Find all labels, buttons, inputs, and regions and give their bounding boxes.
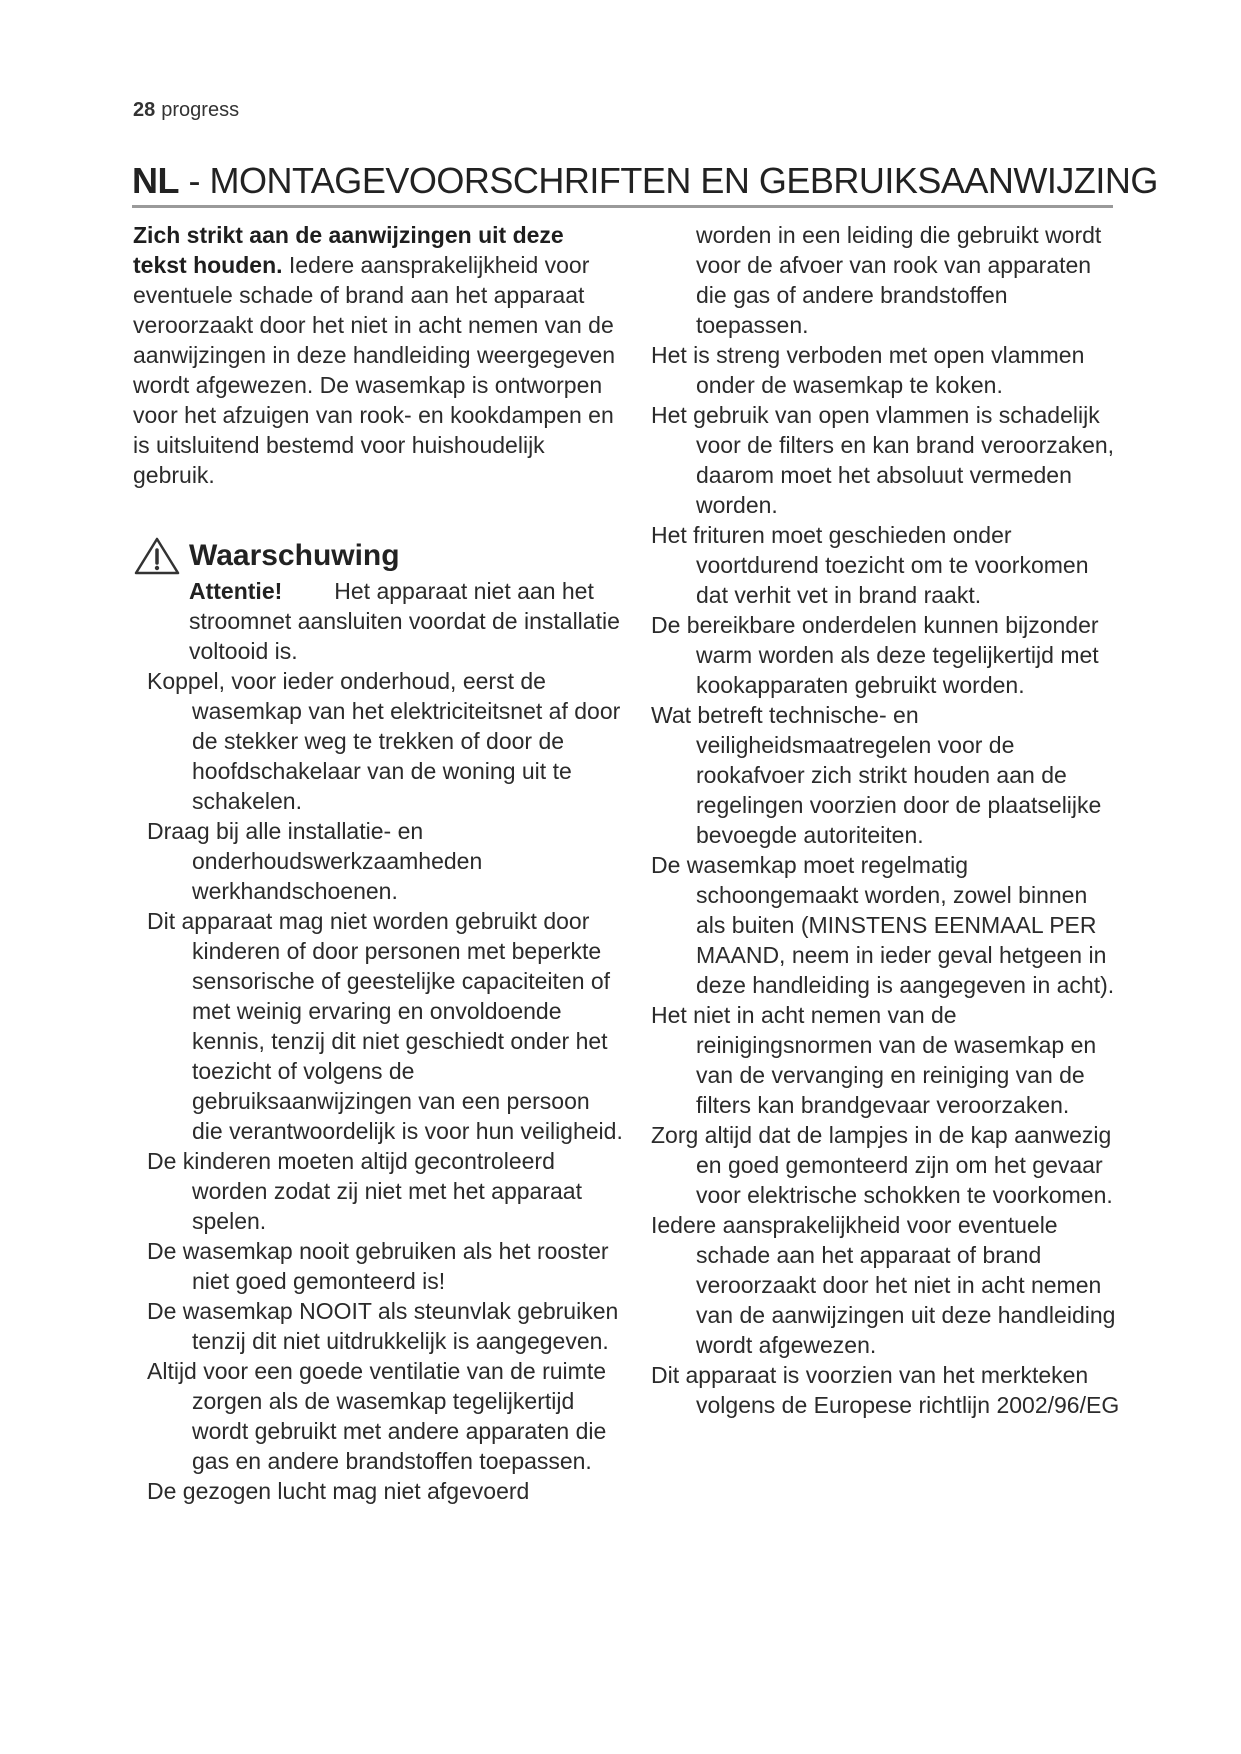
list-item: Dit apparaat is voorzien van het merkteken volgens de Europese richtlijn 2002/96/EG bbox=[651, 1362, 1120, 1418]
left-column bbox=[133, 220, 623, 1506]
intro-bold: Zich strikt aan de aanwijzingen uit deze tekst houden. bbox=[133, 222, 564, 278]
attention-text: Het apparaat niet aan het stroomnet aansluiten voordat de installatie voltooid is. bbox=[189, 578, 620, 664]
left-safety-list bbox=[147, 666, 623, 1506]
list-item: Het gebruik van open vlammen is schadelijk voor de filters en kan brand veroorzaken, daarom moet het absoluut vermeden worden. bbox=[651, 402, 1115, 518]
list-item: Iedere aansprakelijkheid voor eventuele schade aan het apparaat of brand veroorzaakt door het niet in acht nemen van de aanwijzingen uit deze handleiding wordt afgewezen. bbox=[651, 1212, 1116, 1358]
page-number: 28 bbox=[133, 99, 156, 121]
list-item: Koppel, voor ieder onderhoud, eerst de wasemkap van het elektriciteitsnet af door de stekker weg te trekken of door de hoofdschakelaar van de woning uit te schakelen. bbox=[147, 668, 621, 814]
right-column bbox=[651, 220, 1121, 1420]
list-item: De kinderen moeten altijd gecontroleerd worden zodat zij niet met het apparaat spelen. bbox=[147, 1148, 582, 1234]
list-item: Wat betreft technische- en veiligheidsmaatregelen voor de rookafvoer zich strikt houden aan de regelingen voorzien door de plaatselijke bevoegde autoriteiten. bbox=[651, 702, 1102, 848]
intro-paragraph bbox=[133, 220, 623, 490]
intro-text: Iedere aansprakelijkheid voor eventuele schade of brand aan het apparaat veroorzaakt door het niet in acht nemen van de aanwijzingen in deze handleiding weergegeven wordt afgewezen. De wasemkap is ontworpen voor het afzuigen van rook- en kookdampen en is uitsluitend bestemd voor huishoudelijk gebruik. bbox=[133, 252, 616, 488]
list-item: Zorg altijd dat de lampjes in de kap aanwezig en goed gemonteerd zijn om het gevaar voor elektrische schokken te voorkomen. bbox=[651, 1122, 1113, 1208]
warning-section bbox=[133, 536, 623, 666]
warning-heading: Waarschuwing bbox=[189, 539, 400, 572]
page-title bbox=[132, 160, 1158, 208]
page-header bbox=[133, 99, 239, 122]
attention-label: Attentie! bbox=[189, 578, 283, 604]
list-item: Het frituren moet geschieden onder voortdurend toezicht om te voorkomen dat verhit vet in brand raakt. bbox=[651, 522, 1089, 608]
list-item: De wasemkap nooit gebruiken als het rooster niet goed gemonteerd is! bbox=[147, 1238, 609, 1294]
language-code: NL bbox=[132, 160, 179, 201]
list-item: Draag bij alle installatie- en onderhoudswerkzaamheden werkhandschoenen. bbox=[147, 818, 483, 904]
list-item: Altijd voor een goede ventilatie van de ruimte zorgen als de wasemkap tegelijkertijd wordt gebruikt met andere apparaten die gas en andere brandstoffen toepassen. bbox=[147, 1358, 607, 1474]
list-item: Het is streng verboden met open vlammen onder de wasemkap te koken. bbox=[651, 342, 1085, 398]
list-item: De gezogen lucht mag niet afgevoerd bbox=[147, 1478, 530, 1504]
right-safety-list bbox=[651, 220, 1121, 1420]
title-text: - MONTAGEVOORSCHRIFTEN EN GEBRUIKSAANWIJZING bbox=[179, 160, 1158, 201]
list-item: Dit apparaat mag niet worden gebruikt door kinderen of door personen met beperkte sensorische of geestelijke capaciteiten of met weinig ervaring en onvoldoende kennis, tenzij dit niet geschiedt onder het toezicht of volgens de gebruiksaanwijzingen van een persoon die verantwoordelijk is voor hun veiligheid. bbox=[147, 908, 623, 1144]
list-item: De wasemkap NOOIT als steunvlak gebruiken tenzij dit niet uitdrukkelijk is aangegeven. bbox=[147, 1298, 619, 1354]
list-item: Het niet in acht nemen van de reinigingsnormen van de wasemkap en van de vervanging en reiniging van de filters kan brandgevaar veroorzaken. bbox=[651, 1002, 1097, 1118]
list-item: De bereikbare onderdelen kunnen bijzonder warm worden als deze tegelijkertijd met kookapparaten gebruikt worden. bbox=[651, 612, 1099, 698]
attention-paragraph bbox=[133, 576, 623, 666]
warning-triangle-icon bbox=[133, 536, 181, 576]
list-item: De wasemkap moet regelmatig schoongemaakt worden, zowel binnen als buiten (MINSTENS EENMAAL PER MAAND, neem in ieder geval hetgeen in deze handleiding is aangegeven in acht). bbox=[651, 852, 1115, 998]
continued-item: worden in een leiding die gebruikt wordt voor de afvoer van rook van apparaten die gas of andere brandstoffen toepassen. bbox=[696, 222, 1102, 338]
brand-name: progress bbox=[161, 99, 240, 121]
warning-header bbox=[133, 536, 623, 576]
